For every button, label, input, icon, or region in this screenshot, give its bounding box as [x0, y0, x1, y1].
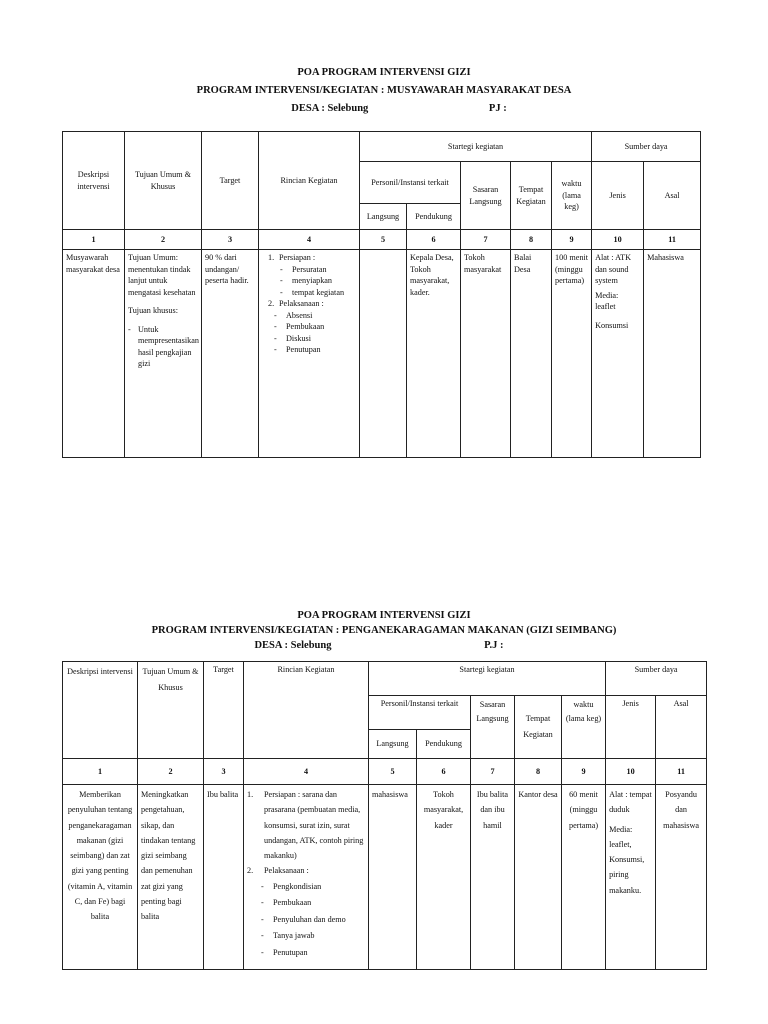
cell-tempat: Balai Desa — [511, 250, 552, 458]
tujuan-khusus: Untuk mempresentasikan hasil pengkajian gizi — [138, 324, 199, 368]
header-tujuan: Tujuan Umum & Khusus — [138, 662, 204, 759]
jenis-media: Media: leaflet, Konsumsi, piring makanku. — [609, 824, 645, 895]
cell-deskripsi: Musyawarah masyarakat desa — [63, 250, 125, 458]
header-jenis: Jenis — [606, 696, 656, 759]
cell-deskripsi: Memberikan penyuluhan tentang penganekaragaman makanan (gizi seimbang) dan zat gizi yang penting (vitamin A, vitamin C, dan Fe) bagi balita — [63, 785, 138, 970]
header-deskripsi: Deskripsi intervensi — [63, 662, 138, 759]
header-jenis: Jenis — [592, 162, 644, 230]
section2-program: PROGRAM INTERVENSI/KEGIATAN : PENGANEKARAGAMAN MAKANAN (GIZI SEIMBANG) — [151, 625, 617, 636]
header-tempat: Tempat Kegiatan — [515, 696, 562, 759]
cell-sasaran: Tokoh masyarakat — [461, 250, 511, 458]
header-sasaran: Sasaran Langsung — [471, 696, 515, 759]
rincian-pelaksanaan: 2. Pelaksanaan : — [247, 866, 309, 876]
tujuan-khusus-item: - Untuk mempresentasikan hasil pengkajian gizi — [128, 324, 199, 368]
cell-langsung: mahasiswa — [369, 785, 417, 970]
header-tempat: Tempat Kegiatan — [511, 162, 552, 230]
header-sasaran: Sasaran Langsung — [461, 162, 511, 230]
col-number: 6 — [417, 759, 471, 785]
cell-rincian — [259, 250, 360, 458]
col-number: 2 — [138, 759, 204, 785]
col-number: 5 — [360, 230, 407, 250]
cell-asal: Mahasiswa — [644, 250, 701, 458]
table-number-row — [63, 230, 701, 250]
col-number: 1 — [63, 230, 125, 250]
persiapan-text: Persiapan : sarana dan prasarana (pembuatan media, konsumsi, surat izin, surat undangan, ATK, contoh piring makanku) — [264, 790, 364, 861]
section1-desa-line — [0, 102, 768, 116]
col-number: 4 — [244, 759, 369, 785]
section2-desa-line — [0, 639, 768, 653]
section1-table — [62, 131, 701, 458]
cell-rincian — [244, 785, 369, 970]
table-header-row — [63, 132, 701, 162]
section2-header — [0, 609, 768, 653]
header-rincian: Rincian Kegiatan — [244, 662, 369, 759]
cell-asal: Posyandu dan mahasiswa — [656, 785, 707, 970]
list-item: - Pengkondisian — [259, 879, 365, 896]
section1-desa: DESA : Selebung — [291, 103, 369, 114]
list-item: - Diskusi — [272, 333, 356, 345]
list-item: - Pembukaan — [272, 321, 356, 333]
list-item: - Penyuluhan dan demo — [259, 912, 365, 929]
list-item: - tempat kegiatan — [278, 287, 356, 299]
section1-program: PROGRAM INTERVENSI/KEGIATAN : MUSYAWARAH MASYARAKAT DESA — [196, 85, 572, 96]
col-number: 4 — [259, 230, 360, 250]
header-waktu: waktu (lama keg) — [562, 696, 606, 759]
section1-header — [0, 66, 768, 116]
table-row — [63, 250, 701, 458]
header-tujuan: Tujuan Umum & Khusus — [125, 132, 202, 230]
cell-langsung — [360, 250, 407, 458]
cell-waktu: 100 menit (minggu pertama) — [552, 250, 592, 458]
pelaksanaan-label: Pelaksanaan : — [264, 866, 309, 876]
cell-pendukung: Tokoh masyarakat, kader — [417, 785, 471, 970]
jenis-media: Media: leaflet — [595, 290, 619, 311]
cell-sasaran: Ibu balita dan ibu hamil — [471, 785, 515, 970]
header-target: Target — [202, 132, 259, 230]
col-number: 5 — [369, 759, 417, 785]
section1-pj: PJ : — [488, 103, 507, 114]
table-header-row — [63, 662, 707, 696]
col-number: 8 — [515, 759, 562, 785]
cell-pendukung: Kepala Desa, Tokoh masyarakat, kader. — [407, 250, 461, 458]
col-number: 3 — [204, 759, 244, 785]
list-item: - Penutupan — [272, 344, 356, 356]
cell-jenis — [606, 785, 656, 970]
jenis-alat: Alat : tempat duduk — [609, 790, 652, 815]
list-item: - Penutupan — [259, 945, 365, 962]
jenis-alat: Alat : ATK dan sound system — [595, 253, 631, 285]
persiapan-list — [278, 264, 356, 299]
tujuan-umum-label: Tujuan Umum: — [128, 253, 178, 262]
col-number: 11 — [656, 759, 707, 785]
col-number: 3 — [202, 230, 259, 250]
persiapan-label: Persiapan : — [279, 253, 316, 262]
table-number-row — [63, 759, 707, 785]
header-sumber: Sumber daya — [606, 662, 707, 696]
pelaksanaan-label: Pelaksanaan : — [279, 299, 324, 308]
section2-table — [62, 661, 707, 970]
header-personil: Personil/Instansi terkait — [369, 696, 471, 730]
col-number: 2 — [125, 230, 202, 250]
header-asal: Asal — [644, 162, 701, 230]
list-item: - menyiapkan — [278, 275, 356, 287]
cell-jenis — [592, 250, 644, 458]
header-pendukung: Pendukung — [417, 730, 471, 759]
col-number: 9 — [562, 759, 606, 785]
header-strategi: Startegi kegiatan — [360, 132, 592, 162]
col-number: 9 — [552, 230, 592, 250]
rincian-persiapan: 1. Persiapan : — [268, 253, 316, 262]
rincian-persiapan: 1. Persiapan : sarana dan prasarana (pembuatan media, konsumsi, surat izin, surat undangan, ATK, contoh piring makanku) — [247, 790, 364, 861]
cell-target: 90 % dari undangan/ peserta hadir. — [202, 250, 259, 458]
section2-pj: P.J : — [484, 640, 504, 651]
header-rincian: Rincian Kegiatan — [259, 132, 360, 230]
header-target: Target — [204, 662, 244, 759]
cell-tempat: Kantor desa — [515, 785, 562, 970]
col-number: 7 — [461, 230, 511, 250]
header-pendukung: Pendukung — [407, 204, 461, 230]
col-number: 8 — [511, 230, 552, 250]
pelaksanaan-list — [272, 310, 356, 356]
rincian-pelaksanaan: 2. Pelaksanaan : — [268, 299, 324, 308]
header-asal: Asal — [656, 696, 707, 759]
section2-desa: DESA : Selebung — [254, 640, 332, 651]
list-item: - Persuratan — [278, 264, 356, 276]
header-deskripsi: Deskripsi intervensi — [63, 132, 125, 230]
cell-waktu: 60 menit (minggu pertama) — [562, 785, 606, 970]
header-personil: Personil/Instansi terkait — [360, 162, 461, 204]
header-langsung: Langsung — [360, 204, 407, 230]
list-item: - Tanya jawab — [259, 928, 365, 945]
cell-tujuan: Meningkatkan pengetahuan, sikap, dan tindakan tentang gizi seimbang dan pemenuhan zat gizi yang penting bagi balita — [138, 785, 204, 970]
tujuan-umum: menentukan tindak lanjut untuk mengatasi kesehatan — [128, 264, 196, 297]
col-number: 10 — [592, 230, 644, 250]
jenis-konsumsi: Konsumsi — [595, 320, 629, 330]
header-langsung: Langsung — [369, 730, 417, 759]
section1-title: POA PROGRAM INTERVENSI GIZI — [297, 67, 471, 78]
header-waktu: waktu (lama keg) — [552, 162, 592, 230]
section2-title: POA PROGRAM INTERVENSI GIZI — [297, 610, 471, 621]
cell-target: Ibu balita — [204, 785, 244, 970]
col-number: 10 — [606, 759, 656, 785]
col-number: 6 — [407, 230, 461, 250]
cell-tujuan — [125, 250, 202, 458]
col-number: 11 — [644, 230, 701, 250]
list-item: - Absensi — [272, 310, 356, 322]
col-number: 7 — [471, 759, 515, 785]
list-item: - Pembukaan — [259, 895, 365, 912]
header-strategi: Startegi kegiatan — [369, 662, 606, 696]
col-number: 1 — [63, 759, 138, 785]
header-sumber: Sumber daya — [592, 132, 701, 162]
table-row — [63, 785, 707, 970]
tujuan-khusus-label: Tujuan khusus: — [128, 306, 178, 315]
pelaksanaan-list — [259, 879, 365, 962]
